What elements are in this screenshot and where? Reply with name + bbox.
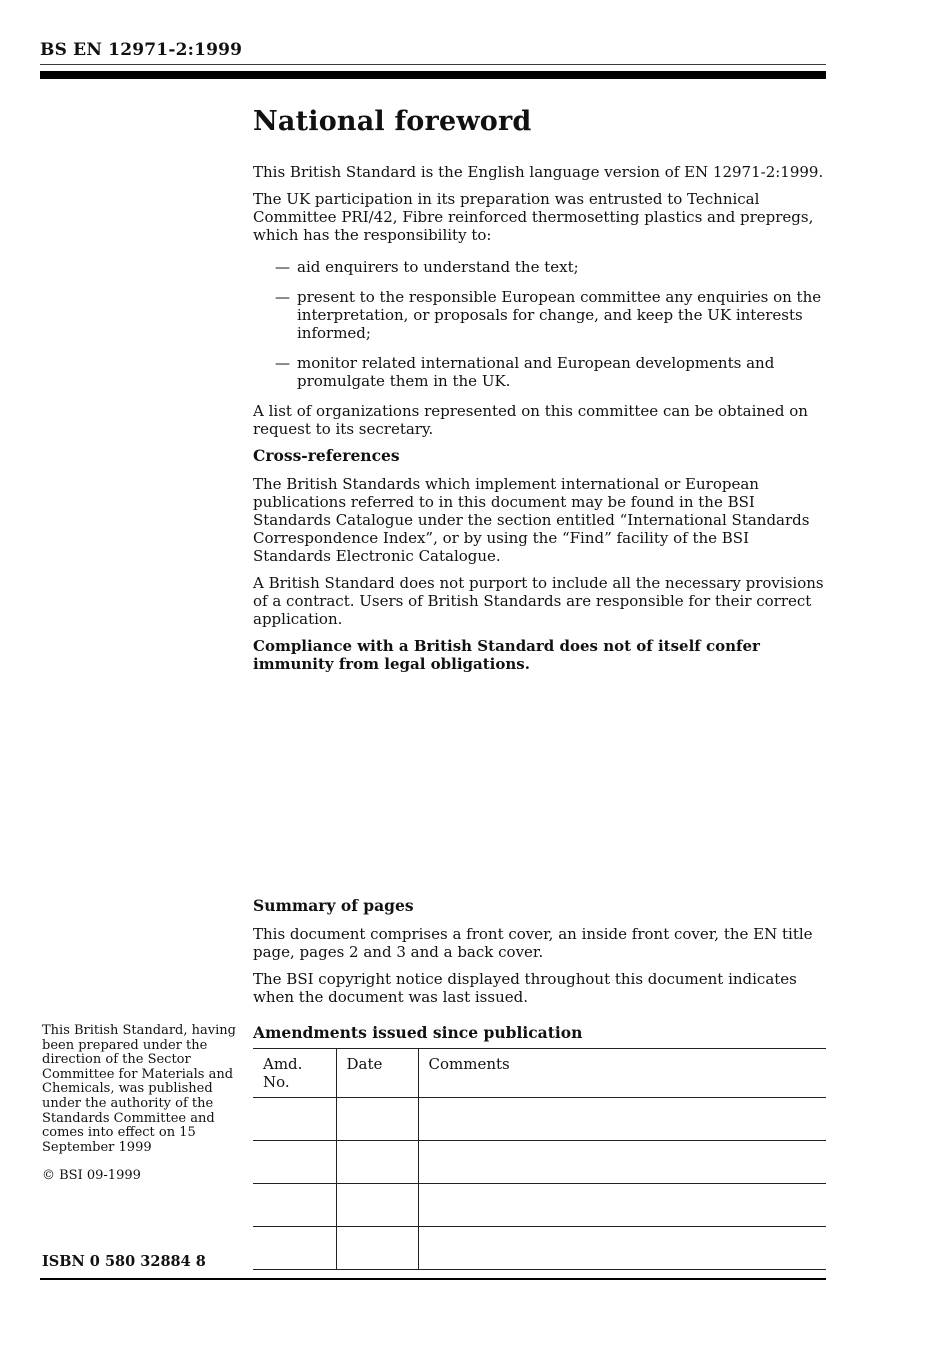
list-item-text: aid enquirers to understand the text; [297,258,579,276]
list-dash-marker: — [275,258,290,276]
para-comprises: This document comprises a front cover, an inside front cover, the EN title page, pages 2 and 3 and a back cover. [253,925,813,961]
list-item-text: present to the responsible European committee any enquiries on the interpretation, or proposals for change, and keep the UK interests informed; [297,288,822,342]
list-item [253,258,826,276]
table-cell-comments [418,1098,826,1141]
table-row [253,1141,826,1184]
responsibility-list [253,258,826,390]
column-header-date: Date [336,1049,418,1098]
heading-cross-references: Cross-references [253,446,400,465]
para-language-version: This British Standard is the English language version of EN 12971-2:1999. [253,163,824,181]
para-organizations: A list of organizations represented on this committee can be obtained on request to its secretary. [253,402,808,438]
para-provisions: A British Standard does not purport to include all the necessary provisions of a contract. Users of British Standards are responsible for their correct application. [253,574,824,628]
table-row [253,1184,826,1227]
list-dash-marker: — [275,288,290,306]
list-item-text: monitor related international and European developments and promulgate them in the UK. [297,354,775,390]
table-cell-date [336,1098,418,1141]
amendments-section [253,1024,826,1270]
list-dash-marker: — [275,354,290,372]
para-catalogue: The British Standards which implement international or European publications referred to in this document may be found in the BSI Standards Catalogue under the section entitled “International Standards Correspondence Index”, or by using the “Find” facility of the BSI Standards Electronic Catalogue. [253,475,810,565]
table-cell-date [336,1141,418,1184]
table-row [253,1098,826,1141]
heading-summary-of-pages: Summary of pages [253,896,414,915]
main-column [253,105,826,1015]
header-rule-thick [40,71,826,79]
page-title: National foreword [253,106,532,137]
copyright-notice: © BSI 09-1999 [42,1168,141,1183]
table-cell-comments [418,1141,826,1184]
table-cell-amd-no [253,1184,336,1227]
amendments-table [253,1048,826,1270]
footer-rule [40,1278,826,1280]
header-rule-thin [40,64,826,65]
publication-note: This British Standard, having been prepared under the direction of the Sector Committee for Materials and Chemicals, was published under the authority of the Standards Committee and comes into effect on 15 September 1999 [42,1023,236,1155]
table-header-row [253,1049,826,1098]
list-item [253,288,826,342]
table-cell-comments [418,1227,826,1270]
compliance-notice: Compliance with a British Standard does not of itself confer immunity from legal obligations. [253,637,760,673]
column-header-amd-no: Amd. No. [253,1049,336,1098]
list-item [253,354,826,390]
table-cell-amd-no [253,1141,336,1184]
column-header-comments: Comments [418,1049,826,1098]
heading-amendments: Amendments issued since publication [253,1023,583,1042]
table-row [253,1227,826,1270]
para-uk-participation: The UK participation in its preparation was entrusted to Technical Committee PRI/42, Fibre reinforced thermosetting plastics and prepregs, which has the responsibility to: [253,190,814,244]
standard-reference: BS EN 12971-2:1999 [40,40,243,60]
para-copyright-notice: The BSI copyright notice displayed throughout this document indicates when the document was last issued. [253,970,797,1006]
table-cell-date [336,1227,418,1270]
isbn-number: ISBN 0 580 32884 8 [42,1253,206,1270]
table-cell-date [336,1184,418,1227]
table-cell-comments [418,1184,826,1227]
table-cell-amd-no [253,1227,336,1270]
table-cell-amd-no [253,1098,336,1141]
